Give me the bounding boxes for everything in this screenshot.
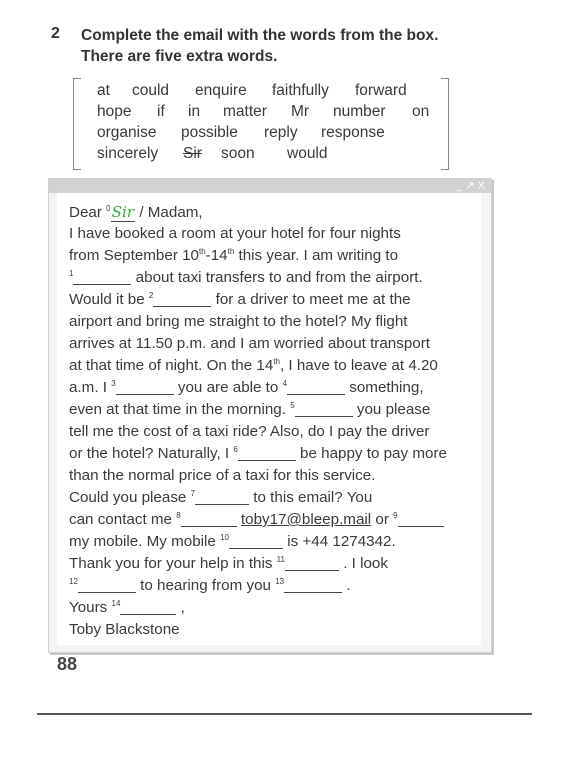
email-signature: Toby Blackstone — [69, 621, 180, 638]
gap-1-blank[interactable] — [73, 270, 131, 285]
email-line-7: arrives at 11.50 p.m. and I am worried about transport — [69, 335, 431, 352]
gap-number-2: 2 — [148, 291, 154, 300]
line16-text: my mobile. My mobile — [69, 533, 221, 550]
instruction-line-1: Complete the email with the words from the box. — [81, 27, 439, 44]
gap-number-6: 6 — [233, 445, 238, 454]
line9-tail: something, — [345, 379, 424, 396]
gap-9-blank[interactable] — [398, 512, 444, 527]
word-forward: forward — [355, 82, 407, 99]
email-line-16 — [69, 533, 396, 550]
word-enquire: enquire — [195, 82, 247, 99]
email-line-2: I have booked a room at your hotel for four nights — [69, 225, 401, 242]
email-salutation — [69, 203, 203, 221]
gap-5-blank[interactable] — [295, 402, 353, 417]
superscript-th: th — [227, 247, 235, 256]
email-line-13: than the normal price of a taxi for this service. — [69, 467, 376, 484]
word-response: response — [321, 124, 385, 141]
line3-dash: -14 — [205, 247, 228, 264]
word-sincerely: sincerely — [97, 145, 159, 162]
gap-10-blank[interactable] — [229, 534, 283, 549]
line18-text: to hearing from you — [135, 577, 276, 594]
word-matter: matter — [223, 103, 267, 120]
line15-or: or — [371, 511, 394, 528]
line9-text: a.m. I — [69, 379, 112, 396]
word-at: at — [97, 82, 110, 99]
gap-4-blank[interactable] — [287, 380, 345, 395]
email-line-9 — [69, 379, 424, 396]
bottom-divider — [37, 713, 532, 715]
salutation-text: Dear — [69, 204, 107, 221]
email-line-6: airport and bring me straight to the hotel? My flight — [69, 313, 408, 330]
email-titlebar — [49, 179, 491, 193]
gap-7-blank[interactable] — [195, 490, 249, 505]
gap-number-9: 9 — [393, 511, 398, 520]
example-answer: Sir — [111, 203, 135, 221]
email-line-11: tell me the cost of a taxi ride? Also, do I pay the driver — [69, 423, 430, 440]
email-closing — [69, 599, 185, 616]
page-number: 88 — [57, 654, 78, 674]
line12-tail: be happy to pay more — [295, 445, 447, 462]
instruction-line-2: There are five extra words. — [81, 48, 278, 65]
email-line-18 — [69, 577, 351, 594]
salutation-tail: / Madam, — [135, 204, 203, 221]
gap-6-blank[interactable] — [238, 446, 296, 461]
line18-tail: . — [342, 577, 351, 594]
exercise-number: 2 — [51, 25, 60, 42]
word-number: number — [333, 103, 386, 120]
exercise-instruction — [81, 25, 511, 67]
word-could: could — [132, 82, 170, 99]
email-line-10 — [69, 401, 430, 418]
gap-number-12: 12 — [69, 577, 78, 586]
word-box-right-bracket — [441, 78, 449, 170]
gap-8-blank[interactable] — [181, 512, 237, 527]
email-body — [57, 193, 481, 645]
line10-tail: you please — [352, 401, 431, 418]
word-hope: hope — [97, 103, 132, 120]
line3-tail: this year. I am writing to — [234, 247, 399, 264]
line10-text: even at that time in the morning. — [69, 401, 291, 418]
line16-tail: is +44 1274342. — [282, 533, 396, 550]
line17-tail: . I look — [338, 555, 388, 572]
word-sir-crossed-out: Sir — [183, 145, 202, 162]
word-on: on — [412, 103, 430, 120]
line8-text: at that time of night. On the 14 — [69, 357, 274, 374]
word-possible: possible — [181, 124, 238, 141]
line8-tail: , I have to leave at 4.20 — [279, 357, 438, 374]
word-faithfully: faithfully — [272, 82, 329, 99]
line3-text: from September 10 — [69, 247, 199, 264]
gap-number-0: 0 — [106, 204, 111, 213]
email-line-3 — [69, 247, 398, 264]
word-soon: soon — [221, 145, 255, 162]
line9-mid: you are able to — [173, 379, 283, 396]
gap-number-1: 1 — [69, 269, 74, 278]
email-line-8 — [69, 357, 438, 374]
email-window — [48, 178, 492, 653]
line5-text: Would it be — [69, 291, 149, 308]
word-mr: Mr — [291, 103, 310, 120]
gap-2-blank[interactable] — [153, 292, 211, 307]
gap-number-5: 5 — [290, 401, 295, 410]
line15-text: can contact me — [69, 511, 177, 528]
word-organise: organise — [97, 124, 157, 141]
closing-comma: , — [176, 599, 185, 616]
word-would: would — [287, 145, 328, 162]
word-if: if — [157, 103, 165, 120]
superscript-th: th — [199, 247, 206, 256]
email-line-17 — [69, 555, 388, 572]
gap-number-13: 13 — [275, 577, 285, 586]
line5-tail: for a driver to meet me at the — [211, 291, 411, 308]
email-line-4 — [69, 269, 423, 286]
word-reply: reply — [264, 124, 298, 141]
line17-text: Thank you for your help in this — [69, 555, 277, 572]
gap-3-blank[interactable] — [116, 380, 174, 395]
email-line-14 — [69, 489, 372, 506]
gap-number-11: 11 — [276, 555, 285, 564]
gap-11-blank[interactable] — [285, 556, 339, 571]
email-line-12 — [69, 445, 447, 462]
gap-number-7: 7 — [190, 489, 196, 498]
gap-13-blank[interactable] — [284, 578, 342, 593]
gap-number-4: 4 — [282, 379, 288, 388]
line12-text: or the hotel? Naturally, I — [69, 445, 234, 462]
line4-text: about taxi transfers to and from the airport. — [131, 269, 423, 286]
word-in: in — [188, 103, 201, 120]
gap-14-blank[interactable] — [120, 600, 176, 615]
gap-number-3: 3 — [111, 379, 116, 388]
line14-tail: to this email? You — [249, 489, 373, 506]
email-line-5 — [69, 291, 411, 308]
gap-number-10: 10 — [220, 533, 229, 542]
closing-text: Yours — [69, 599, 112, 616]
window-controls-icon: _ ↗ X — [456, 180, 485, 192]
gap-number-8: 8 — [176, 511, 181, 520]
word-box — [73, 78, 449, 170]
word-box-left-bracket — [73, 78, 81, 170]
line14-text: Could you please — [69, 489, 191, 506]
gap-12-blank[interactable] — [78, 578, 136, 593]
superscript-th: th — [273, 357, 280, 366]
email-address-link[interactable]: toby17@bleep.mail — [240, 511, 372, 528]
email-line-15 — [69, 511, 444, 528]
gap-number-14: 14 — [111, 599, 121, 608]
